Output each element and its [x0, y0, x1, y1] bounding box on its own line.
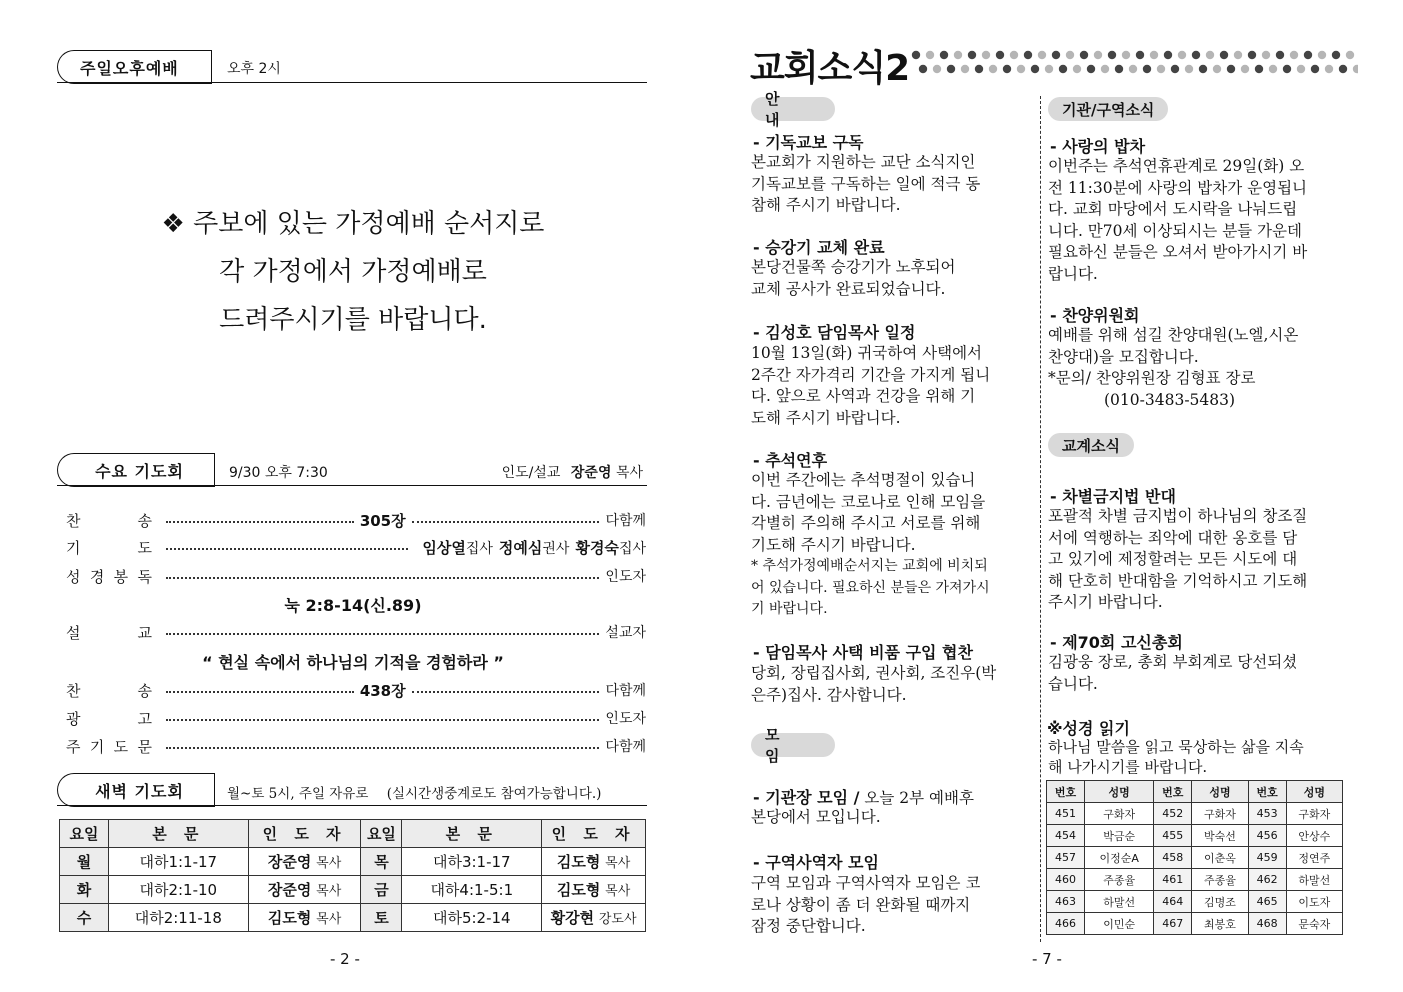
- decorative-dot: [1318, 51, 1326, 59]
- order-label: 찬 송: [66, 681, 152, 700]
- decorative-dot: [1059, 65, 1067, 73]
- column-divider: [1040, 96, 1041, 942]
- order-performer: 설교자: [605, 625, 646, 641]
- decorative-dot: [968, 51, 976, 59]
- decorative-dot: [1017, 65, 1025, 73]
- order-performer: 다함께: [605, 513, 647, 529]
- decorative-dot: [1353, 65, 1358, 73]
- order-row-prayer: [66, 534, 646, 560]
- decorative-dot: [1094, 51, 1102, 59]
- decorative-dot: [947, 65, 955, 73]
- decorative-dot: [1073, 65, 1081, 73]
- order-performer: 다함께: [605, 739, 646, 755]
- order-label: 찬 송: [66, 511, 152, 530]
- decorative-dot: [989, 65, 997, 73]
- dawn-info: 월~토 5시, 주일 자유로 (실시간생중계로도 참여가능합니다.): [227, 786, 602, 802]
- home-worship-notice: [60, 200, 646, 344]
- order-row-hymn-2: [66, 677, 646, 703]
- decorative-dot: [1276, 51, 1284, 59]
- decorative-dot: [1339, 65, 1347, 73]
- leader-dots: [166, 691, 354, 693]
- order-row-hymn-1: [66, 507, 646, 533]
- header-rule: [57, 82, 647, 83]
- sunday-afternoon-header: [57, 50, 647, 86]
- prayer-person-1: 임상열집사: [422, 538, 493, 557]
- notice-line-3: 드려주시기를 바랍니다.: [219, 305, 487, 335]
- item-body-anti-discrimination: 포괄적 차별 금지법이 하나님의 창조질 서에 역행하는 죄악에 대한 옹호를 담 고 있기에 제정할려는 모든 시도에 대 해 단호히 반대함을 기억하시고 기도해 주시기 바랍니다.: [1048, 507, 1308, 611]
- page-number-right: - 7 -: [1032, 950, 1062, 968]
- dawn-header: [57, 773, 647, 809]
- item-body-district-meeting: 구역 모임과 구역사역자 모임은 코 로나 상황이 좀 더 완화될 때까지 잠정 중단합니다.: [751, 874, 981, 935]
- decorative-dot: [1136, 51, 1144, 59]
- decorative-dot: [1101, 65, 1109, 73]
- item-body-general-assembly: 김광웅 장로, 총회 부회계로 당선되셨 습니다.: [1048, 653, 1298, 693]
- decorative-dot: [1024, 51, 1032, 59]
- item-title-anti-discrimination: - 차별금지법 반대: [1050, 487, 1176, 506]
- wednesday-datetime: 9/30 오후 7:30: [229, 465, 328, 481]
- dawn-title: 새벽 기도회: [57, 773, 215, 807]
- decorative-dot: [1283, 65, 1291, 73]
- decorative-dot: [1143, 65, 1151, 73]
- decorative-dot: [1045, 65, 1053, 73]
- wednesday-preacher: [502, 462, 643, 482]
- item-body-gidokgyobo: 본교회가 지원하는 교단 소식지인 기독교보를 구독하는 일에 적극 동 참해 주시기 바랍니다.: [751, 153, 981, 214]
- decorative-dot: [1311, 65, 1319, 73]
- tag-notice: 안 내: [751, 97, 835, 121]
- leader-dots: [166, 633, 599, 635]
- item-title-pastor-schedule: - 김성호 담임목사 일정: [753, 323, 916, 342]
- decorative-dot: [912, 51, 920, 59]
- decorative-dot: [1122, 51, 1130, 59]
- decorative-dot: [1080, 51, 1088, 59]
- sunday-afternoon-title: 주일오후예배: [57, 50, 212, 84]
- scripture-reference: 눅 2:8-14(신.89): [284, 596, 422, 615]
- order-label: 설 교: [66, 623, 152, 642]
- decorative-dot: [1192, 51, 1200, 59]
- decorative-dot: [1150, 51, 1158, 59]
- order-performer: 인도자: [605, 711, 646, 727]
- decorative-dot: [982, 51, 990, 59]
- order-row-sermon: [66, 619, 646, 645]
- decorative-dot: [1290, 51, 1298, 59]
- prayer-person-3: 황경숙집사: [575, 538, 646, 557]
- decorative-dot: [1010, 51, 1018, 59]
- decorative-dot: [954, 51, 962, 59]
- preacher-role: 목사: [615, 465, 643, 481]
- item-title-parsonage: - 담임목사 사택 비품 구입 협찬: [753, 643, 973, 662]
- decorative-dot: [1213, 65, 1221, 73]
- decorative-dot: [1325, 65, 1333, 73]
- preacher-label: 인도/설교: [501, 465, 561, 481]
- order-performer: 다함께: [605, 683, 647, 699]
- table-row: 466 이민순 467 최봉호 468 문숙자: [1047, 913, 1343, 935]
- leader-dots: [166, 521, 354, 523]
- item-title-general-assembly: - 제70회 고신총회: [1050, 633, 1183, 652]
- item-body-praise-committee: 예배를 위해 섬길 찬양대원(노엘,시온 찬양대)을 모집합니다. *문의/ 찬양위원장 김형표 장로 (010-3483-5483): [1048, 326, 1299, 409]
- table-row: 451 구화자 452 구화자 453 구화자: [1047, 803, 1343, 825]
- decorative-dot: [1171, 65, 1179, 73]
- decorative-dot: [1164, 51, 1172, 59]
- decorative-dot: [1248, 51, 1256, 59]
- header-rule: [57, 805, 647, 806]
- title-box-frame: [57, 773, 215, 807]
- decorative-dot: [1234, 51, 1242, 59]
- item-title-elevator: - 승강기 교체 완료: [753, 238, 885, 257]
- decorative-dot: [1227, 65, 1235, 73]
- decorative-dot: [1220, 51, 1228, 59]
- decorative-dot: [1108, 51, 1116, 59]
- tag-denomination-news: 교계소식: [1048, 433, 1134, 457]
- sunday-afternoon-time: 오후 2시: [227, 61, 281, 77]
- decorative-dot: [996, 51, 1004, 59]
- item-title-gidokgyobo: - 기독교보 구독: [753, 133, 864, 152]
- table-row: 화 대하2:1-10 장준영 목사 금 대하4:1-5:1 김도형 목사: [60, 876, 646, 904]
- decorative-dot: [1269, 65, 1277, 73]
- decorative-dot: [1178, 51, 1186, 59]
- dawn-schedule-table: [59, 819, 646, 932]
- item-body-parsonage: 당회, 장립집사회, 권사회, 조진우(박 은주)집사. 감사합니다.: [751, 664, 997, 704]
- decorative-dot: [1304, 51, 1312, 59]
- table-row: 수 대하2:11-18 김도형 목사 토 대하5:2-14 황강현 강도사: [60, 904, 646, 932]
- order-row-scripture: [66, 563, 646, 589]
- item-body-pastor-schedule: 10월 13일(화) 귀국하여 사택에서 2주간 자가격리 기간을 가지게 됩니 다. 앞으로 사역과 건강을 위해 기 도해 주시기 바랍니다.: [751, 344, 991, 427]
- table-header-row: 요일 본 문 인 도 자 요일 본 문 인 도 자: [60, 820, 646, 848]
- decorative-dot: [1066, 51, 1074, 59]
- decorative-dot: [1087, 65, 1095, 73]
- leader-dots: [166, 719, 599, 721]
- preacher-name: 장준영: [570, 465, 612, 481]
- table-row: 454 박금순 455 박숙선 456 안상수: [1047, 825, 1343, 847]
- hymn-number: 305장: [359, 511, 406, 530]
- order-label: 광 고: [66, 709, 152, 728]
- notice-line-2: 각 가정에서 가정예배로: [219, 257, 487, 287]
- decorative-dot: [1129, 65, 1137, 73]
- notice-line-1: ❖ 주보에 있는 가정예배 순서지로: [161, 209, 545, 239]
- order-row-announcements: [66, 705, 646, 731]
- page-number-left: - 2 -: [330, 950, 360, 968]
- decorative-dot: [940, 51, 948, 59]
- decorative-dot: [1157, 65, 1165, 73]
- item-body-elevator: 본당건물쪽 승강기가 노후되어 교체 공사가 완료되었습니다.: [751, 258, 956, 298]
- decorative-dot: [1003, 65, 1011, 73]
- item-title-chuseok: - 추석연후: [753, 451, 828, 470]
- decorative-dot: [1262, 51, 1270, 59]
- leader-dots: [166, 548, 408, 550]
- decorative-dot: [1038, 51, 1046, 59]
- item-title-district-meeting: - 구역사역자 모임: [753, 853, 879, 872]
- decorative-dot: [1255, 65, 1263, 73]
- item-title-praise-committee: - 찬양위원회: [1050, 306, 1140, 325]
- decorative-dot: [1346, 51, 1354, 59]
- item-body-chuseok: 이번 주간에는 추석명절이 있습니 다. 금년에는 코로나로 인해 모임을 각별히 주의해 주시고 서로를 위해 기도해 주시기 바랍니다. * 추석가정예배순서지는 교회에 비치되 어 있습니다. 필요하신 분들은 가져가시 기 바랍니다.: [751, 471, 990, 617]
- order-label: 주 기 도 문: [66, 737, 152, 756]
- wednesday-header: [57, 453, 647, 489]
- bible-reading-title: ※성경 읽기: [1047, 719, 1130, 738]
- table-row: 463 하말선 464 김명조 465 이도자: [1047, 891, 1343, 913]
- prayer-person-2: 정예심권사: [498, 538, 570, 557]
- order-performer: 인도자: [605, 569, 646, 585]
- hymn-number: 438장: [359, 681, 406, 700]
- decorative-dot: [1241, 65, 1249, 73]
- header-rule: [57, 485, 647, 486]
- wednesday-title: 수요 기도회: [57, 453, 215, 487]
- decorative-dot: [919, 65, 927, 73]
- tag-meeting: 모 임: [751, 733, 835, 757]
- decorative-dot: [961, 65, 969, 73]
- item-title-leaders-meeting: - 기관장 모임 / 오늘 2부 예배후: [753, 788, 974, 807]
- tag-org-news: 기관/구역소식: [1048, 97, 1168, 121]
- decorative-dots: [910, 48, 1358, 76]
- decorative-dot: [1297, 65, 1305, 73]
- title-box-frame: [57, 453, 215, 487]
- table-row: 457 이정순A 458 이춘옥 459 정연주: [1047, 847, 1343, 869]
- leader-dots: [166, 577, 599, 579]
- table-row: 월 대하1:1-17 장준영 목사 목 대하3:1-17 김도형 목사: [60, 848, 646, 876]
- decorative-dot: [926, 51, 934, 59]
- decorative-dot: [1199, 65, 1207, 73]
- decorative-dot: [1332, 51, 1340, 59]
- table-row: 460 주종율 461 주종율 462 하말선: [1047, 869, 1343, 891]
- bible-reading-body: 하나님 말씀을 읽고 묵상하는 삶을 지속 해 나가시기를 바랍니다.: [1048, 738, 1304, 776]
- decorative-dot: [1031, 65, 1039, 73]
- item-body-meal-truck: 이번주는 추석연휴관계로 29일(화) 오 전 11:30분에 사랑의 밥차가 운영됩니 다. 교회 마당에서 도시락을 나눠드립 니다. 만70세 이상되시는 분들 가운데 필요하신 분들은 오셔서 받아가시기 바 랍니다.: [1048, 157, 1308, 283]
- leader-dots: [166, 747, 599, 749]
- bible-reading-table: [1046, 780, 1343, 935]
- decorative-dot: [1206, 51, 1214, 59]
- item-title-meal-truck: - 사랑의 밥차: [1050, 137, 1146, 156]
- decorative-dot: [975, 65, 983, 73]
- decorative-dot: [1185, 65, 1193, 73]
- order-row-lords-prayer: [66, 733, 646, 759]
- decorative-dot: [1052, 51, 1060, 59]
- order-label: 기 도: [66, 538, 152, 557]
- table-header-row: 번호 성명 번호 성명 번호 성명: [1047, 781, 1343, 803]
- leader-dots: [412, 691, 600, 693]
- church-news-title: 교회소식2: [750, 48, 910, 89]
- sermon-title: “ 현실 속에서 하나님의 기적을 경험하라 ”: [202, 653, 504, 672]
- item-body-leaders-meeting: 본당에서 모입니다.: [751, 808, 881, 826]
- order-label: 성 경 봉 독: [66, 567, 152, 586]
- leader-dots: [412, 521, 600, 523]
- decorative-dot: [1115, 65, 1123, 73]
- decorative-dot: [933, 65, 941, 73]
- title-box-frame: [57, 50, 212, 84]
